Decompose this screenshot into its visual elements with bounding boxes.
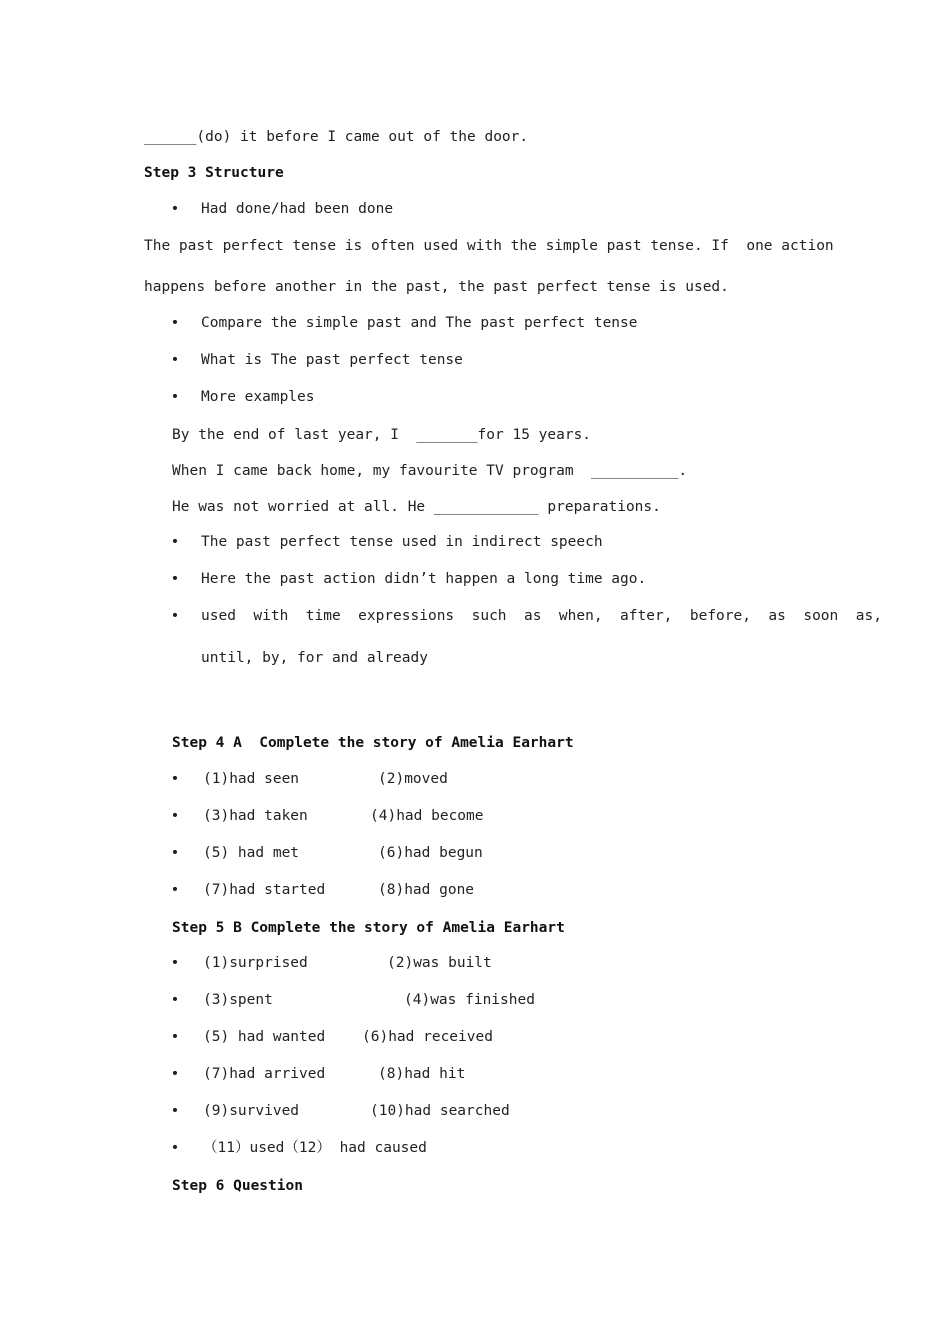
step4-answer: (8)had gone (378, 882, 475, 898)
step5-answer: (4)was finished (404, 992, 535, 1008)
bullet-icon: • (170, 389, 180, 405)
step4-answer: (3)had taken (203, 808, 308, 824)
step3-example: When I came back home, my favourite TV program __________. (172, 463, 688, 479)
step5-answer: （11）used（12） had caused (203, 1140, 427, 1156)
bullet-icon: • (170, 608, 180, 624)
step3-bullet: Here the past action didn’t happen a long time ago. (201, 571, 647, 587)
lead-line: ______(do) it before I came out of the door. (144, 129, 529, 145)
bullet-icon: • (170, 845, 180, 861)
step3-form: Had done/had been done (201, 201, 394, 217)
step5-answer: (8)had hit (378, 1066, 466, 1082)
step4-answer: (1)had seen (203, 771, 300, 787)
bullet-icon: • (170, 571, 180, 587)
bullet-icon: • (170, 1103, 180, 1119)
bullet-icon: • (170, 315, 180, 331)
bullet-icon: • (170, 771, 180, 787)
step5-answer: (10)had searched (370, 1103, 510, 1119)
step3-example: By the end of last year, I _______for 15 years. (172, 427, 592, 443)
step4-answer: (2)moved (378, 771, 448, 787)
bullet-icon: • (170, 1140, 180, 1156)
step4-answer: (4)had become (370, 808, 484, 824)
bullet-icon: • (170, 1066, 180, 1082)
step3-heading: Step 3 Structure (144, 165, 284, 181)
step5-answer: (1)surprised (203, 955, 308, 971)
step3-bullet: used with time expressions such as when, after, before, as soon as, (201, 608, 882, 624)
bullet-icon: • (170, 882, 180, 898)
step3-para-line1: The past perfect tense is often used with the simple past tense. If one action (144, 238, 834, 254)
step3-bullet: More examples (201, 389, 315, 405)
bullet-icon: • (170, 955, 180, 971)
step3-example: He was not worried at all. He ____________ preparations. (172, 499, 661, 515)
bullet-icon: • (170, 992, 180, 1008)
step3-bullet: What is The past perfect tense (201, 352, 463, 368)
step5-answer: (3)spent (203, 992, 273, 1008)
step5-answer: (5) had wanted (203, 1029, 326, 1045)
bullet-icon: • (170, 1029, 180, 1045)
step5-answer: (6)had received (362, 1029, 493, 1045)
bullet-icon: • (170, 808, 180, 824)
step4-answer: (5) had met (203, 845, 300, 861)
step6-heading: Step 6 Question (172, 1178, 303, 1194)
bullet-icon: • (170, 201, 180, 217)
step4-answer: (6)had begun (378, 845, 483, 861)
bullet-icon: • (170, 534, 180, 550)
step4-answer: (7)had started (203, 882, 326, 898)
step5-answer: (7)had arrived (203, 1066, 326, 1082)
step4-heading: Step 4 A Complete the story of Amelia Earhart (172, 735, 574, 751)
step3-para-line2: happens before another in the past, the past perfect tense is used. (144, 279, 729, 295)
step3-bullet: Compare the simple past and The past perfect tense (201, 315, 638, 331)
step5-answer: (2)was built (387, 955, 492, 971)
step3-bullet: The past perfect tense used in indirect speech (201, 534, 603, 550)
step3-bullet-continuation: until, by, for and already (201, 650, 428, 666)
step5-answer: (9)survived (203, 1103, 300, 1119)
bullet-icon: • (170, 352, 180, 368)
step5-heading: Step 5 B Complete the story of Amelia Earhart (172, 920, 565, 936)
